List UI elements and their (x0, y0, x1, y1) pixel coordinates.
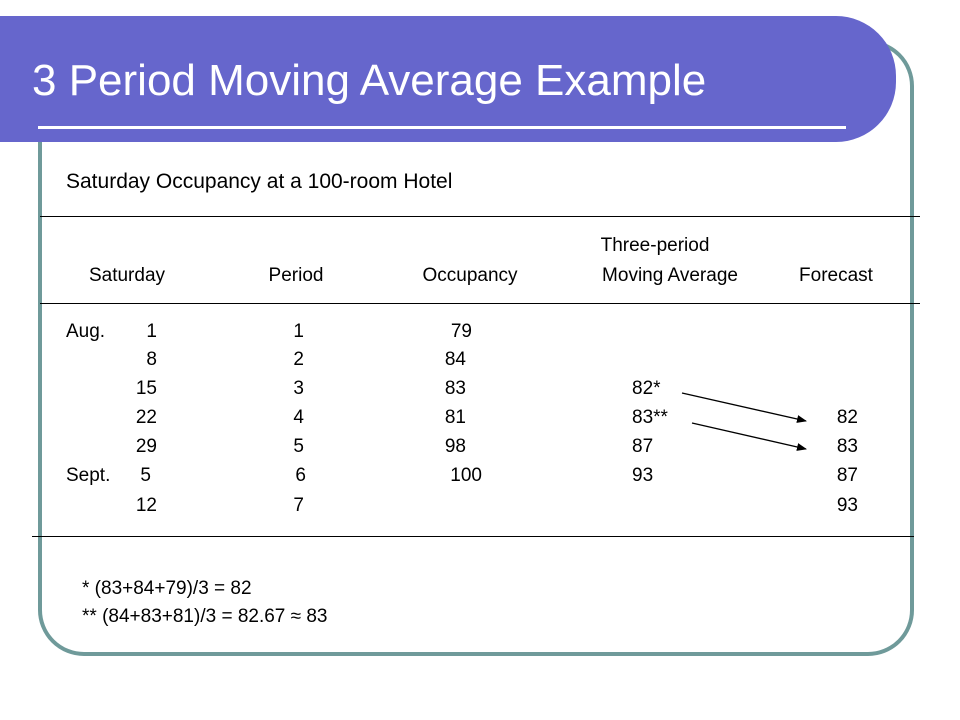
table-caption: Saturday Occupancy at a 100-room Hotel (66, 170, 453, 193)
row-month: Aug. (66, 321, 106, 342)
row-period: 2 (293, 349, 304, 370)
row-period: 4 (293, 407, 304, 428)
row-month: Sept. (66, 465, 111, 486)
arrow-82-to-forecast (682, 393, 806, 421)
row-period: 6 (295, 465, 306, 486)
row-period: 1 (293, 321, 304, 342)
row-period: 5 (293, 436, 304, 457)
row-occupancy: 100 (450, 465, 482, 486)
row-day: 29 (135, 436, 157, 457)
row-day: 5 (140, 465, 151, 486)
row-day: 8 (146, 349, 157, 370)
row-day: 12 (135, 495, 157, 516)
header-period: Period (268, 265, 324, 286)
row-forecast: 82 (836, 407, 858, 428)
row-forecast: 83 (836, 436, 858, 457)
header-saturday: Saturday (88, 265, 166, 286)
row-period: 3 (293, 378, 304, 399)
row-occupancy: 79 (450, 321, 472, 342)
row-forecast: 93 (836, 495, 858, 516)
row-day: 1 (146, 321, 157, 342)
row-period: 7 (293, 495, 304, 516)
header-occupancy: Occupancy (422, 265, 518, 286)
row-occupancy: 84 (444, 349, 466, 370)
row-moving-average: 82* (632, 378, 661, 399)
row-day: 22 (135, 407, 157, 428)
header-moving-average: Moving Average (602, 265, 738, 286)
row-moving-average: 87 (632, 436, 654, 457)
row-forecast: 87 (836, 465, 858, 486)
slide-title: 3 Period Moving Average Example (32, 56, 707, 105)
header-forecast: Forecast (799, 265, 873, 286)
row-occupancy: 81 (444, 407, 466, 428)
footnote-2: ** (84+83+81)/3 = 82.67 ≈ 83 (82, 606, 328, 627)
row-moving-average: 83** (632, 407, 668, 428)
arrow-83-to-forecast (692, 423, 806, 449)
row-day: 15 (135, 378, 157, 399)
row-moving-average: 93 (632, 465, 654, 486)
footnote-1: * (83+84+79)/3 = 82 (82, 578, 252, 599)
row-occupancy: 98 (444, 436, 466, 457)
header-three-period: Three-period (600, 235, 710, 256)
row-occupancy: 83 (444, 378, 466, 399)
